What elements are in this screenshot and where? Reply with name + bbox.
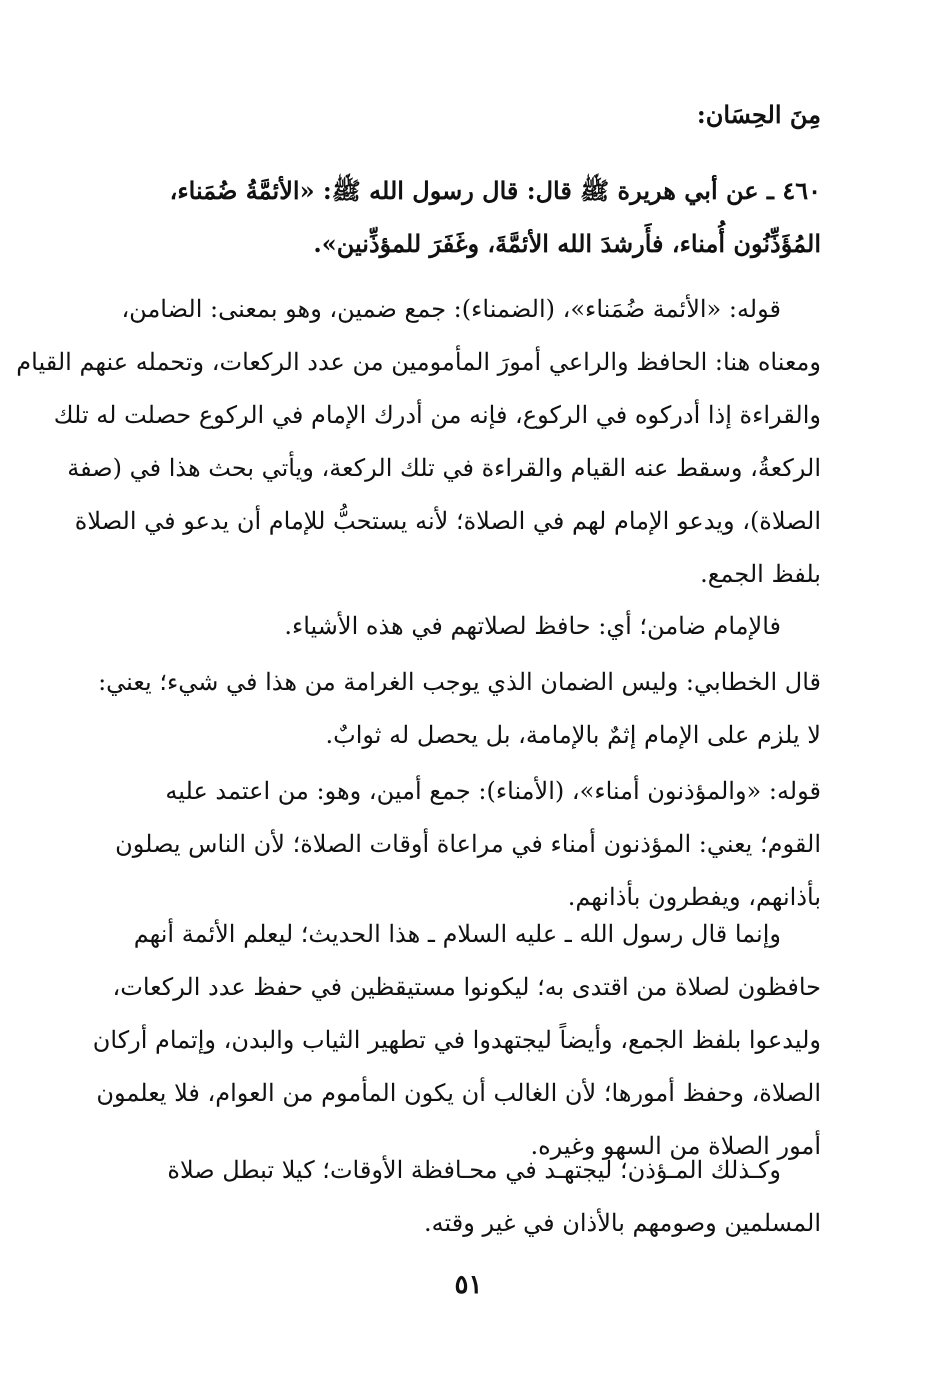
paragraph-line: قوله: «الأئمة ضُمَناء»، (الضمناء): جمع ضمين، وهو بمعنى: الضامن، xyxy=(121,295,781,323)
paragraph-line: ومعناه هنا: الحافظ والراعي أمورَ المأمومين من عدد الركعات، وتحمله عنهم القيام xyxy=(16,348,821,376)
paragraph-line: فالإمام ضامن؛ أي: حافظ لصلاتهم في هذه الأشياء. xyxy=(284,612,781,640)
commentary-reason-for-hadith xyxy=(92,908,821,1173)
section-heading: مِنَ الحِسَان: xyxy=(696,100,821,129)
paragraph-line: المسلمين وصومهم بالأذان في غير وقته. xyxy=(424,1209,821,1237)
paragraph-line: والقراءة إذا أدركوه في الركوع، فإنه من أدرك الإمام في الركوع حصلت له تلك xyxy=(53,401,821,429)
paragraph-line: القوم؛ يعني: المؤذنون أمناء في مراعاة أوقات الصلاة؛ لأن الناس يصلون xyxy=(115,830,821,858)
hadith-460 xyxy=(113,164,821,270)
paragraph-line: وكـذلك المـؤذن؛ ليجتهـد في محـافظة الأوقات؛ كيلا تبطل صلاة xyxy=(167,1156,781,1184)
paragraph-line: لا يلزم على الإمام إثمٌ بالإمامة، بل يحصل له ثوابٌ. xyxy=(325,721,821,749)
hadith-line: ٤٦٠ ـ عن أبي هريرة ﷺ قال: قال رسول الله ﷺ: «الأئمَّةُ ضُمَناء، xyxy=(169,176,821,205)
paragraph-line: وليدعوا بلفظ الجمع، وأيضاً ليجتهدوا في تطهير الثياب والبدن، وإتمام أركان xyxy=(92,1026,821,1054)
paragraph-line: الصلاة)، ويدعو الإمام لهم في الصلاة؛ لأنه يستحبُّ للإمام أن يدعو في الصلاة xyxy=(74,507,821,535)
paragraph-line: بأذانهم، ويفطرون بأذانهم. xyxy=(567,883,821,911)
commentary-khattabi xyxy=(98,656,821,762)
commentary-imams-guarantors xyxy=(16,283,821,601)
commentary-muezzin-times xyxy=(113,1144,821,1250)
commentary-imam-guardian xyxy=(113,600,821,653)
section-heading-block xyxy=(113,88,821,141)
paragraph-line: قال الخطابي: وليس الضمان الذي يوجب الغرامة من هذا في شيء؛ يعني: xyxy=(98,668,821,696)
page-number: ٥١ xyxy=(454,1270,483,1300)
paragraph-line: بلفظ الجمع. xyxy=(700,560,821,588)
paragraph-line: قوله: «والمؤذنون أمناء»، (الأمناء): جمع أمين، وهو: من اعتمد عليه xyxy=(165,777,821,805)
hadith-line: المُؤَذِّنُون أُمناء، فأَرشدَ الله الأئمَّةَ، وغَفَرَ للمؤذِّنين». xyxy=(313,229,821,258)
paragraph-line: الركعةُ، وسقط عنه القيام والقراءة في تلك الركعة، ويأتي بحث هذا في (صفة xyxy=(67,454,821,482)
commentary-muezzins-trustees xyxy=(113,765,821,924)
paragraph-line: الصلاة، وحفظ أمورها؛ لأن الغالب أن يكون المأموم من العوام، فلا يعلمون xyxy=(96,1079,821,1107)
paragraph-line: حافظون لصلاة من اقتدى به؛ ليكونوا مستيقظين في حفظ عدد الركعات، xyxy=(112,973,821,1001)
paragraph-line: أمور الصلاة من السهو وغيره. xyxy=(530,1132,821,1160)
paragraph-line: وإنما قال رسول الله ـ عليه السلام ـ هذا الحديث؛ ليعلم الأئمة أنهم xyxy=(133,920,781,948)
